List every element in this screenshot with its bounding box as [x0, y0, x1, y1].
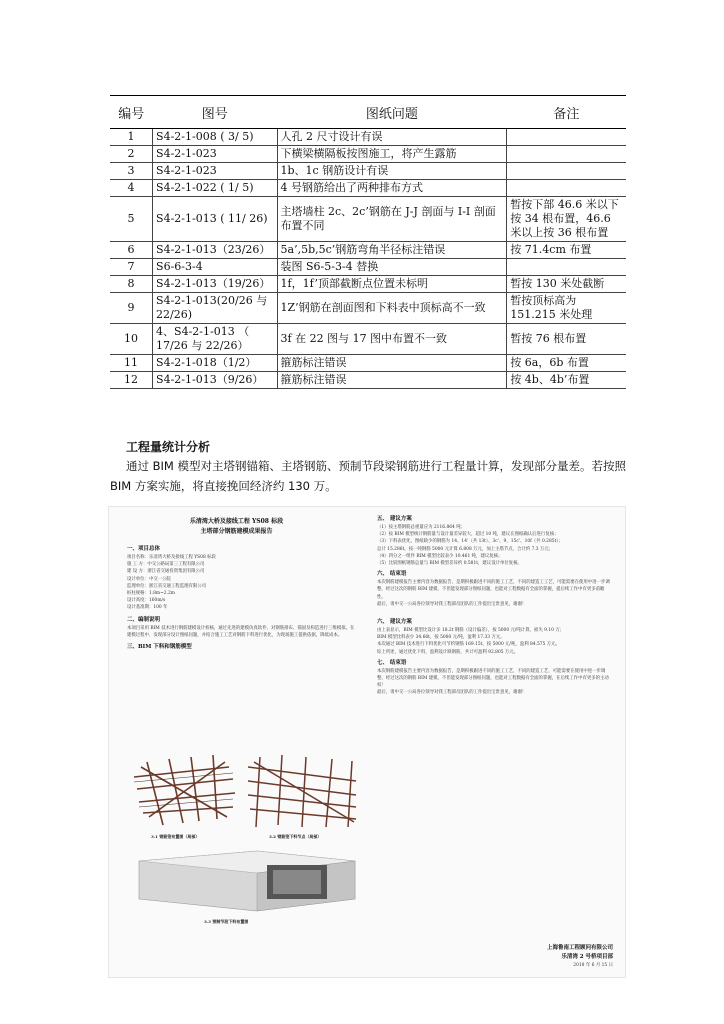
cell-figure: S4-2-1-013 ( 11/ 26): [153, 197, 277, 242]
cell-note: 暂按顶标高为 151.215 米处理: [507, 293, 626, 324]
cell-problem: 1b、1c 钢筋设计有误: [277, 163, 507, 180]
report-suggestion-line: （3）下料表优化，图纸缺少的钢筋为 14、14’（共 13t）、3c’、9，15c’、10f（共 0.285t）；: [377, 539, 563, 545]
report-info-line: 建 设 方：浙江省交通投资集团有限公司: [127, 569, 205, 575]
report-conclusion-para: 本次钢筋建模报告主要内容为数据报告，是期积极跟进不同的施工工艺，不同的建造工工艺，可能需要在使用中进一步调整，经过这次的钢筋 BIM 建模，不但能发现部分图纸问题，也能对工程数据有全面的掌握，提后续工作中有更多前瞻性。: [377, 580, 610, 600]
report-info-list: [127, 554, 357, 612]
table-row: [110, 372, 626, 389]
cell-no: 10: [110, 324, 153, 355]
report-thanks-2: 最后，请中交一公局各位领导对我工程部员团队的工作提出宝贵意见，谢谢！: [377, 690, 527, 696]
cell-no: 1: [110, 129, 153, 146]
table-row: [110, 276, 626, 293]
report-info-line: 施 工 方：中交公路局第三工程有限公司: [127, 562, 205, 568]
report-info-line: 设计单位：中交一公院: [127, 576, 171, 582]
cell-note: [507, 146, 626, 163]
cell-note: 按 6a，6b 布置: [507, 355, 626, 372]
table-row: [110, 163, 626, 180]
cell-no: 4: [110, 180, 153, 197]
cell-problem: 1Z’钢筋在剖面图和下料表中顶标高不一致: [277, 293, 507, 324]
rebar-cage-figure-1: [129, 747, 239, 832]
cell-problem: 5a’,5b,5c’钢筋弯角半径标注错误: [277, 242, 507, 259]
cell-note: 暂按 76 根布置: [507, 324, 626, 355]
header-figure: 图号: [153, 96, 277, 129]
cell-figure: S4-2-1-013(20/26 与 22/26): [153, 293, 277, 324]
report-heading-suggestion: 五、 建议方案: [377, 516, 412, 522]
segment-figure-3: [137, 843, 362, 915]
report-title: [109, 517, 364, 537]
table-row: [110, 180, 626, 197]
cell-no: 3: [110, 163, 153, 180]
section-paragraph: 通过 BIM 模型对主塔钢锚箱、主塔钢筋、预制节段梁钢筋进行工程量计算，发现部分量差。若按照 BIM 方案实施，将直接挽回经济约 130 万。: [110, 459, 627, 493]
report-title-line1: 乐清湾大桥及接线工程 YS08 标段: [189, 518, 284, 525]
report-heading-conclusion-2: 七、 结束语: [377, 659, 407, 666]
cell-figure: S4-2-1-013（9/26）: [153, 372, 277, 389]
report-suggestion-line: 总计 15.286t，按一吨钢筋 5000 元计算 6.808 万元，加上主塔节点，合计约 7.3 万元；: [377, 546, 554, 552]
report-suggestion-item: 综上所述，通过优化下料，盈利设计缺钢筋，共计可盈利 92.805 万元。: [377, 649, 519, 655]
figure-caption-3: 3.3 预制节段下料布置图: [204, 919, 249, 924]
cell-figure: 4、S4-2-1-013 （ 17/26 与 22/26）: [153, 324, 277, 355]
sign-company: 上海鲁南工程顾问有限公司: [546, 944, 613, 951]
cell-problem: 4 号钢筋给出了两种排布方式: [277, 180, 507, 197]
report-heading-conclusion: 六、 结束语: [377, 571, 407, 578]
cell-figure: S4-2-1-023: [153, 163, 277, 180]
issue-table: [110, 95, 626, 389]
cell-note: [507, 259, 626, 276]
table-row: [110, 146, 626, 163]
report-suggestion-item: 由上表显示，BIM 模型比设计多 18.2t 钢筋（设计偏差），按 5000 元/吨计算，损失 9.10 万；: [377, 628, 565, 634]
cell-no: 7: [110, 259, 153, 276]
report-title-line2: 主塔部分钢筋建模成果报告: [200, 528, 273, 535]
cell-no: 2: [110, 146, 153, 163]
cell-no: 5: [110, 197, 153, 242]
report-thanks: 最后，请中交一公局各位领导对我工程部员团队的工作提出宝贵意见，谢谢！: [377, 601, 527, 607]
header-problem: 图纸问题: [277, 96, 507, 129]
cell-figure: S4-2-1-023: [153, 146, 277, 163]
sign-project: 乐清湾 2 号桥项目部: [561, 953, 613, 960]
report-heading-bim: 三、BIM 下料和钢筋模型: [127, 644, 192, 651]
cell-figure: S4-2-1-022 ( 1/ 5): [153, 180, 277, 197]
report-heading-overview: 一、项目总体: [127, 546, 161, 552]
cell-note: 暂按 130 米处截断: [507, 276, 626, 293]
report-heading-suggestion-2: 六、 建议方案: [377, 619, 412, 626]
table-row: [110, 293, 626, 324]
report-info-line: 设计基准期：100 年: [127, 605, 168, 611]
report-info-line: 项目名称：乐清湾大桥及接线工程 YS08 标段: [127, 555, 216, 560]
report-heading-notes: 二、编制说明: [127, 616, 161, 623]
report-info-line: 设计高度：160m/s: [127, 598, 166, 604]
cell-no: 6: [110, 242, 153, 259]
report-suggestion-line: （2）按 BIM 模型统计钢筋量与设计量差异较大，超过 10 吨，建议在图纸确认后进行复核；: [377, 532, 559, 538]
cell-problem: 装图 S6-5-3-4 替换: [277, 259, 507, 276]
cell-no: 9: [110, 293, 153, 324]
cell-figure: S4-2-1-008 ( 3/ 5): [153, 129, 277, 146]
cell-figure: S4-2-1-013（23/26）: [153, 242, 277, 259]
cell-figure: S4-2-1-018（1/2）: [153, 355, 277, 372]
figure-caption-2: 3.2 钢筋笼下料节点（局部）: [269, 834, 322, 839]
table-row: [110, 324, 626, 355]
cell-problem: 人孔 2 尺寸设计有误: [277, 129, 507, 146]
cell-figure: S4-2-1-013（19/26）: [153, 276, 277, 293]
report-suggestion-line: （5）比较图纸钢筋总量与 BIM 模型差异约 0.581t，建议设计单位复核。: [377, 561, 522, 567]
cell-note: 按 4b、4b’布置: [507, 372, 626, 389]
table-row: [110, 259, 626, 276]
report-right-column: [377, 515, 613, 697]
cell-no: 8: [110, 276, 153, 293]
rebar-cage-figure-2: [244, 747, 362, 832]
table-body: [110, 129, 626, 389]
report-signature-block: [547, 944, 613, 969]
report-suggestion-item: 本次通过 BIM 技术进行下料优化可节约钢筋 169.15t，按 5000 元/吨，盈利 84.575 万元。: [377, 642, 560, 648]
report-notes-para: 本项目采用 BIM 技术进行钢筋建模设计校核，通过先进的建模仿真软件，对钢筋排布、锚固及构造进行三维模拟。在建模过程中，发现部分设计图纸问题，并结合施工工艺对钢筋下料进行优化，为现场施工提供依据，降低成本。: [127, 625, 355, 638]
report-suggestion-line: （4）四分之一组件 BIM 模型比较表少 10.461 吨，建议复核；: [377, 553, 503, 559]
cell-problem: 主塔墙柱 2c、2c’钢筋在 J-J 剖面与 I-I 剖面布置不同: [277, 197, 507, 242]
cell-problem: 箍筋标注错误: [277, 372, 507, 389]
cell-note: [507, 180, 626, 197]
section-title: 工程量统计分析: [126, 440, 211, 454]
cell-no: 12: [110, 372, 153, 389]
cell-problem: 1f，1f’顶部截断点位置未标明: [277, 276, 507, 293]
cell-problem: 箍筋标注错误: [277, 355, 507, 372]
header-note: 备注: [507, 96, 626, 129]
figure-caption-1: 3.1 钢筋笼布置图（局部）: [151, 834, 200, 839]
cell-no: 11: [110, 355, 153, 372]
cell-problem: 3f 在 22 图与 17 图中布置不一致: [277, 324, 507, 355]
report-info-line: 桩柱规格：1.8m~2.2m: [127, 591, 175, 597]
table-row: [110, 129, 626, 146]
cell-problem: 下横梁横隔板按图施工，将产生露筋: [277, 146, 507, 163]
report-info-line: 监理单位：浙江省交通工程监理有限公司: [127, 583, 207, 589]
report-left-column: [127, 545, 357, 652]
cell-note: [507, 129, 626, 146]
table-row: [110, 197, 626, 242]
cell-figure: S6-6-3-4: [153, 259, 277, 276]
report-suggestion-item: BIM 模型比料表少 34.66t，按 5080 元/吨，盈利 17.33 万元。: [377, 635, 505, 641]
table-row: [110, 242, 626, 259]
sign-date: 2018 年 6 月 15 日: [573, 962, 613, 968]
report-image: [108, 506, 626, 978]
report-suggestion-line: （1）按主塔钢筋总重量应为 2116.864 吨；: [377, 525, 466, 530]
cell-note: 暂按下部 46.6 米以下按 34 根布置，46.6 米以上按 36 根布置: [507, 197, 626, 242]
cell-note: 按 71.4cm 布置: [507, 242, 626, 259]
report-conclusion-para-2: 本次钢筋建模报告主要内容为数据报告，是期积极跟进不同的施工工艺，不同的建造工艺，可能需要在使用中进一步调整，经过这次的钢筋 BIM 建模，不但能发现部分图纸问题，也能对工程数据有全面的掌握，在后续工作中有更多的主动权！: [377, 668, 609, 689]
table-row: [110, 355, 626, 372]
table-header-row: [110, 96, 626, 129]
header-no: 编号: [110, 96, 153, 129]
cell-note: [507, 163, 626, 180]
